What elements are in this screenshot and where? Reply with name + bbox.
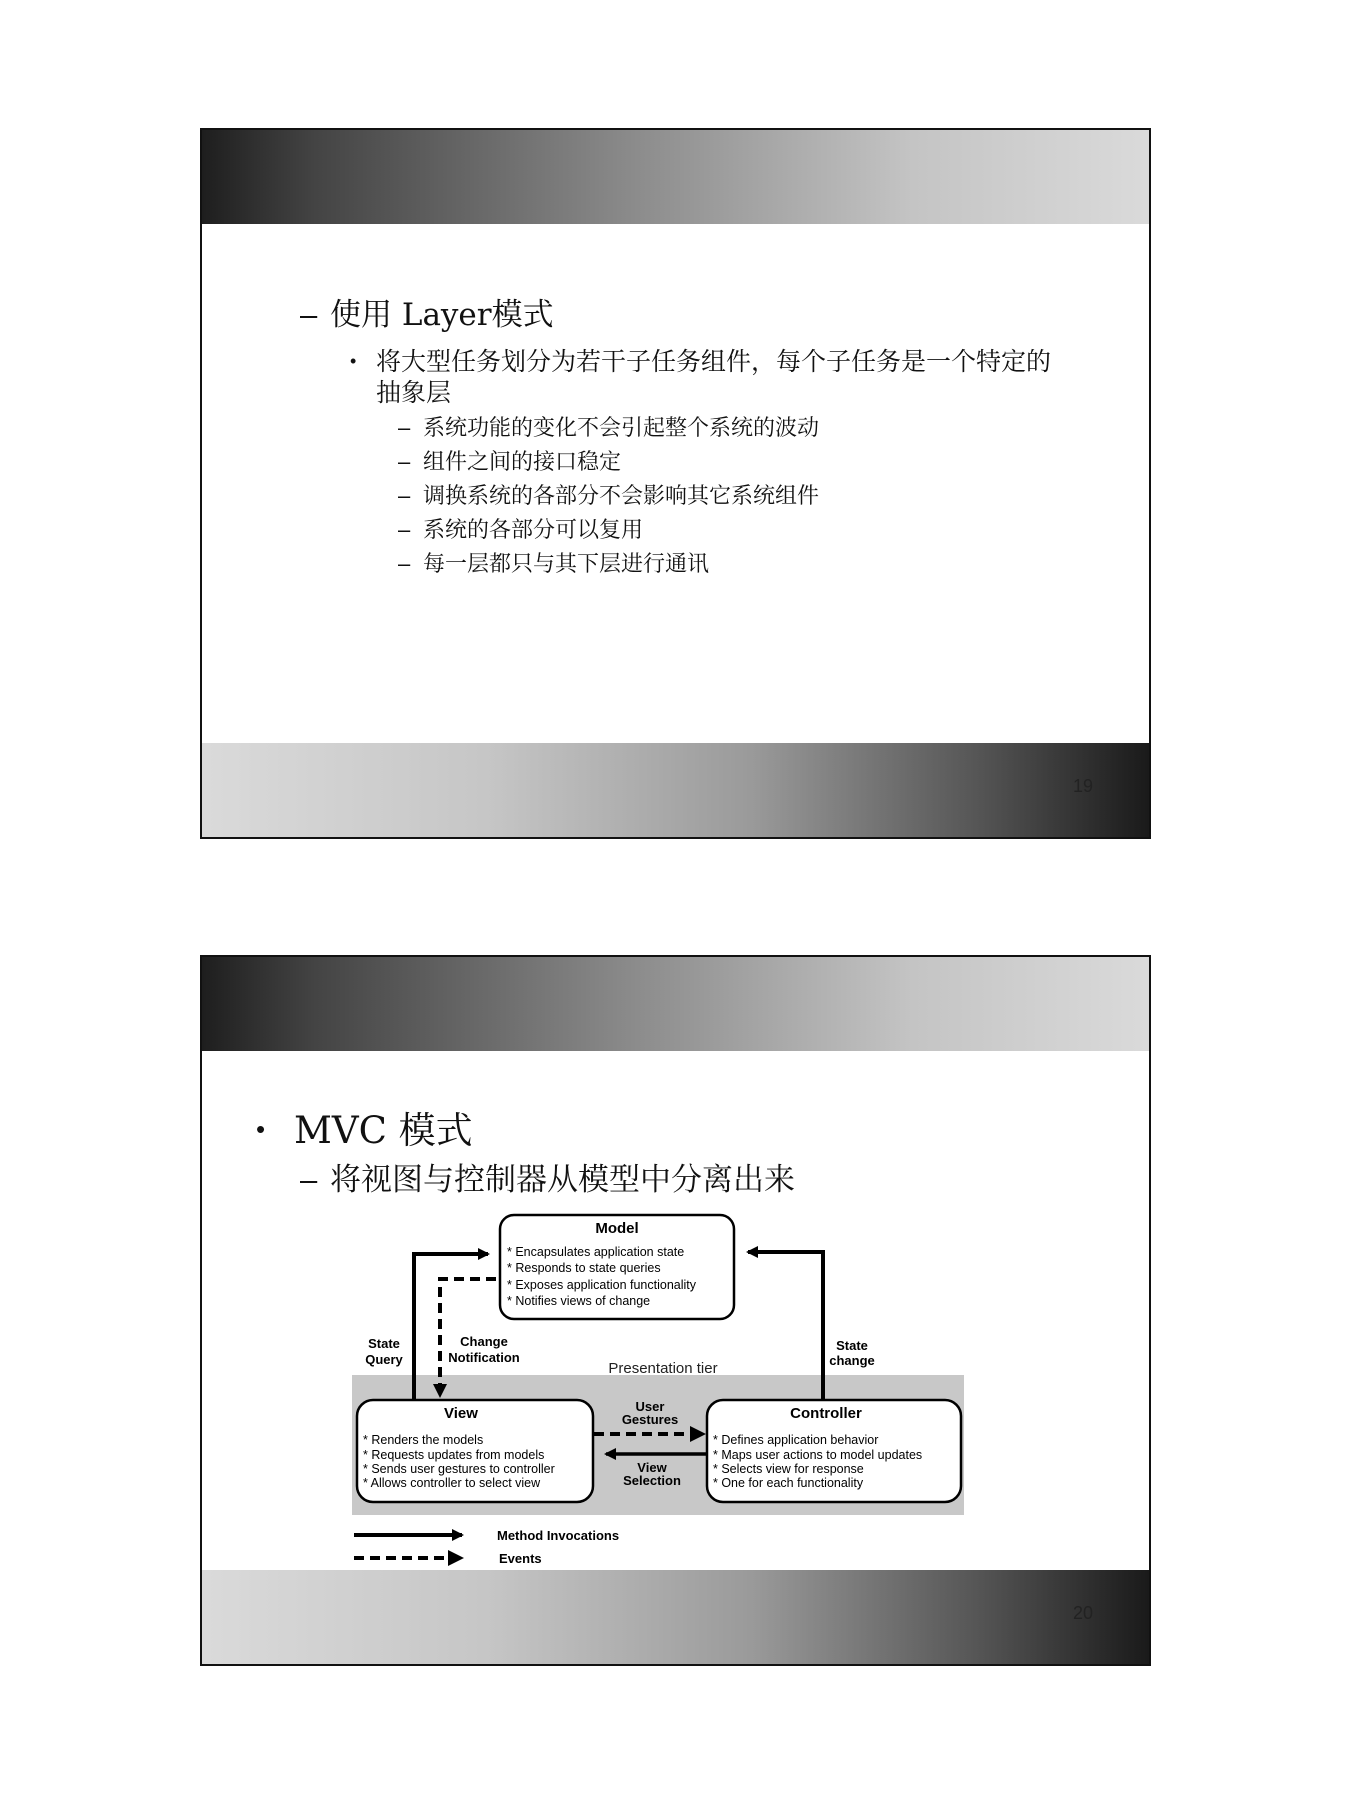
state-change-label: State	[836, 1338, 868, 1353]
slide-heading	[300, 296, 554, 334]
slide-20	[200, 955, 1151, 1666]
slide-footer-band	[202, 743, 1149, 837]
change-notification-arrow	[440, 1279, 496, 1386]
sub-item	[398, 414, 819, 443]
page-number: 20	[1072, 1603, 1093, 1623]
slide-header-band	[202, 957, 1149, 1051]
slide-title	[256, 1107, 473, 1153]
view-title: View	[444, 1405, 478, 1422]
controller-item: * One for each functionality	[713, 1476, 864, 1490]
sub-item	[398, 482, 819, 511]
view-item: * Sends user gestures to controller	[363, 1462, 555, 1476]
user-gestures-label: Gestures	[621, 1412, 679, 1427]
view-item: * Allows controller to select view	[363, 1476, 541, 1490]
change-notification-label: Notification	[448, 1350, 520, 1365]
sub-item-text: 每一层都只与其下层进行通讯	[423, 552, 710, 577]
sub-item-text: 组件之间的接口稳定	[423, 450, 622, 475]
sub-item	[398, 448, 621, 477]
bullet-marker: •	[350, 351, 357, 371]
presentation-tier-label: Presentation tier	[608, 1360, 718, 1377]
controller-item: * Maps user actions to model updates	[713, 1448, 923, 1462]
heading-text: 使用 Layer模式	[330, 297, 554, 333]
controller-title: Controller	[790, 1405, 862, 1422]
bullet-point-continued	[376, 377, 451, 408]
view-item: * Requests updates from models	[363, 1448, 545, 1462]
bullet-text-line2: 抽象层	[376, 378, 452, 407]
slide-footer-band	[202, 1570, 1149, 1664]
model-item: * Notifies views of change	[507, 1294, 651, 1308]
bullet-marker: •	[256, 1114, 266, 1144]
change-notification-label: Change	[460, 1334, 508, 1349]
sub-item-text: 系统功能的变化不会引起整个系统的波动	[423, 416, 820, 441]
title-text: MVC 模式	[294, 1109, 473, 1152]
dash-marker: –	[398, 415, 411, 440]
legend-method-label: Method Invocations	[497, 1528, 620, 1543]
slide-header-band	[202, 130, 1149, 224]
state-query-label: Query	[365, 1352, 403, 1367]
sub-item	[398, 516, 643, 545]
legend-events-label: Events	[499, 1551, 542, 1566]
dash-marker: –	[300, 1162, 318, 1197]
model-item: * Encapsulates application state	[507, 1245, 685, 1259]
state-query-label: State	[368, 1336, 400, 1351]
controller-item: * Selects view for response	[713, 1462, 864, 1476]
view-selection-label: Selection	[623, 1473, 681, 1488]
dash-marker: –	[398, 483, 411, 508]
subtitle-text: 将视图与控制器从模型中分离出来	[330, 1162, 795, 1198]
state-change-label: change	[829, 1353, 875, 1368]
dash-marker: –	[398, 551, 411, 576]
dash-marker: –	[300, 297, 318, 332]
page-number: 19	[1072, 776, 1093, 796]
user-gestures-label: User	[635, 1399, 665, 1414]
controller-item: * Defines application behavior	[713, 1433, 879, 1447]
slide-19	[200, 128, 1151, 839]
model-title: Model	[595, 1220, 639, 1237]
sub-item-text: 系统的各部分可以复用	[423, 518, 644, 543]
bullet-text-line1: 将大型任务划分为若干子任务组件，每个子任务是一个特定的	[376, 347, 1052, 376]
view-selection-label: View	[637, 1460, 667, 1475]
model-item: * Responds to state queries	[507, 1261, 661, 1275]
legend-dashed-arrowhead	[448, 1550, 464, 1566]
model-item: * Exposes application functionality	[507, 1278, 697, 1292]
bullet-point	[350, 346, 1051, 377]
slide-subtitle	[300, 1161, 795, 1199]
sub-item-text: 调换系统的各部分不会影响其它系统组件	[423, 484, 820, 509]
sub-item	[398, 550, 709, 579]
mvc-diagram	[352, 1212, 972, 1582]
dash-marker: –	[398, 517, 411, 542]
view-item: * Renders the models	[363, 1433, 484, 1447]
dash-marker: –	[398, 449, 411, 474]
